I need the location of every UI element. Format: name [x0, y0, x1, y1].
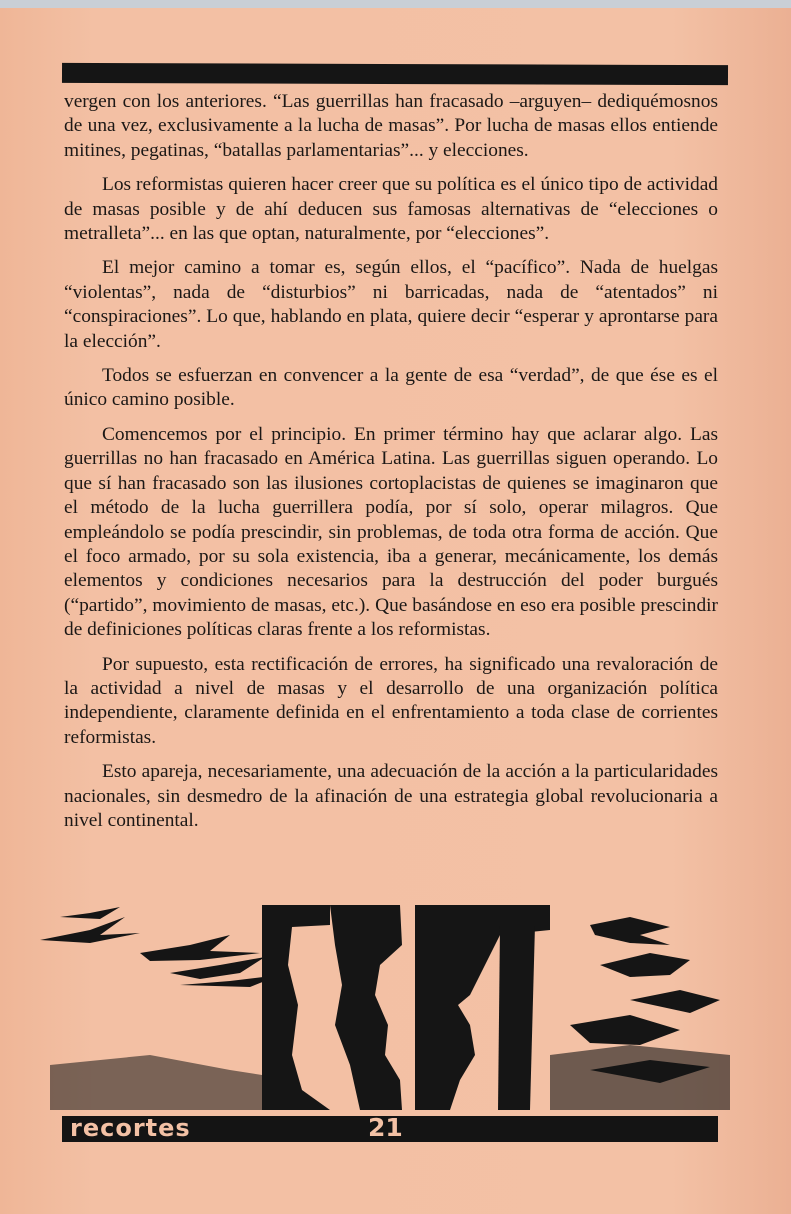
paragraph-2: Los reformistas quieren hacer creer que su política es el único tipo de actividad de masas posible y de ahí deducen sus famosas alternativas de “elecciones o metralleta”... en las que optan, naturalmente, por “elecciones”.	[64, 174, 718, 245]
header-rule	[62, 63, 728, 85]
paragraph-3: El mejor camino a tomar es, según ellos, el “pacífico”. Nada de huelgas “violentas”, nada de “disturbios” ni barricadas, nada de “atentados” ni “conspiraciones”. Lo que, hablando en plata, quiere decir “esperar y aprontarse para la elección”.	[64, 257, 718, 352]
footer-bar	[62, 1113, 718, 1142]
bird-icon	[600, 953, 690, 977]
ground-texture	[50, 1055, 262, 1110]
bird-icon	[140, 935, 260, 961]
face-shape-left	[262, 905, 330, 1110]
bird-icon	[40, 917, 140, 943]
scan-top-edge	[0, 0, 791, 8]
article-body	[64, 90, 718, 843]
ground-texture	[550, 1045, 730, 1110]
paragraph-5: Comencemos por el principio. En primer término hay que aclarar algo. Las guerrillas no han fracasado en América Latina. Las guerrillas siguen operando. Lo que sí han fracasado son las ilusiones cortoplacistas de quienes se imaginaron que el método de la lucha guerrillera podía, por sí solo, operar milagros. Que empleándolo se podía prescindir, sin problemas, de toda otra forma de acción. Que el foco armado, por su sola existencia, iba a generar, mecánicamente, los demás elementos y condiciones necesarios para la destrucción del poder burgués (“partido”, movimiento de masas, etc.). Que basándose en eso era posible prescindir de definiciones políticas claras frente a los reformistas.	[64, 423, 718, 641]
bird-icon	[630, 990, 720, 1013]
bird-icon	[590, 917, 670, 945]
paragraph-4: Todos se esfuerzan en convencer a la gente de esa “verdad”, de que ése es el único camino posible.	[64, 365, 718, 411]
paragraph-1: vergen con los anteriores. “Las guerrillas han fracasado –arguyen– dediquémosnos de una vez, exclusivamente a la lucha de masas”. Por lucha de masas ellos entiende mitines, pegatinas, “batallas parlamentarias”... y elecciones.	[64, 91, 718, 161]
bird-icon	[60, 907, 120, 919]
paragraph-7: Esto apareja, necesariamente, una adecuación de la acción a la particularidades nacionales, sin desmedro de la afinación de una estrategia global revolucionaria a nivel continental.	[64, 761, 718, 831]
bird-icon	[570, 1015, 680, 1045]
magazine-name: recortes	[70, 1114, 191, 1142]
paragraph-6: Por supuesto, esta rectificación de errores, ha significado una revaloración de la actividad a nivel de masas y el desarrollo de una organización política independiente, claramente definida en el enfrentamiento a toda clase de corrientes reformistas.	[64, 653, 718, 748]
page-number: 21	[368, 1113, 403, 1142]
post-shape	[498, 925, 535, 1110]
face-shape-mid	[330, 905, 402, 1110]
decorative-illustration	[30, 905, 730, 1113]
